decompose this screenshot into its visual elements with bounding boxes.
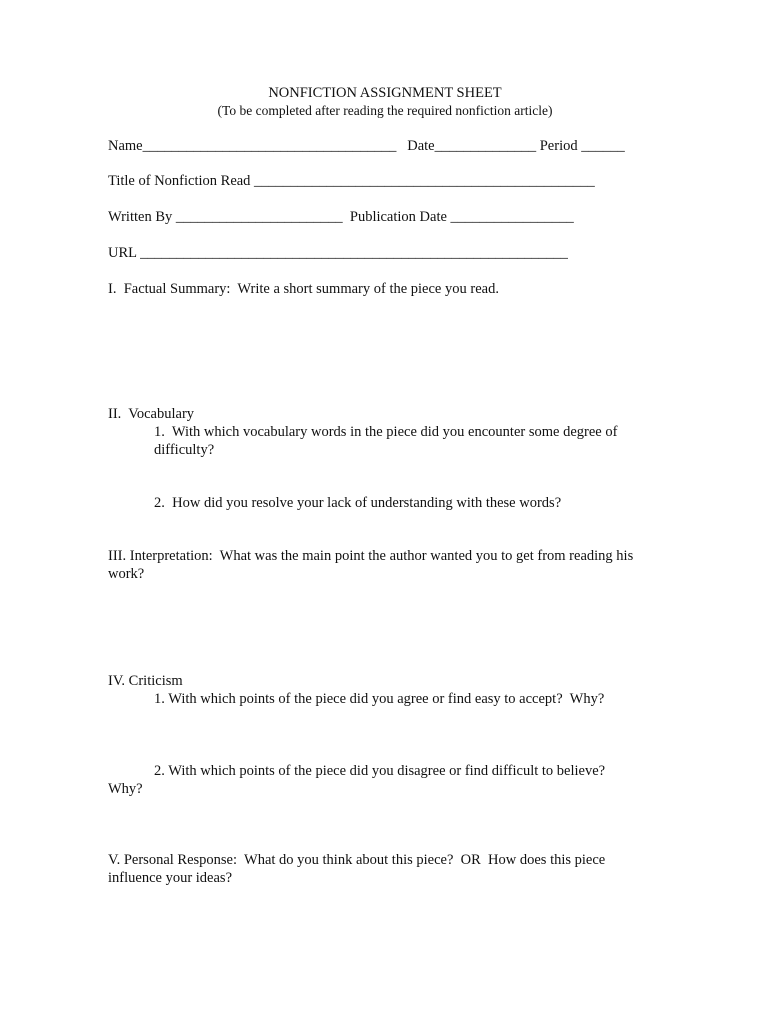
vocabulary-question-1-line-1: 1. With which vocabulary words in the piece did you encounter some degree of xyxy=(154,424,618,440)
page-subtitle: (To be completed after reading the required nonfiction article) xyxy=(217,103,553,118)
page-title: NONFICTION ASSIGNMENT SHEET xyxy=(268,85,502,101)
interpretation-question-line-2: work? xyxy=(108,566,145,582)
vocabulary-question-2: 2. How did you resolve your lack of understanding with these words? xyxy=(154,495,562,511)
criticism-heading: IV. Criticism xyxy=(108,673,183,689)
name-date-period-line: Name___________________________________ Date______________ Period ______ xyxy=(108,138,625,154)
factual-summary-question: I. Factual Summary: Write a short summary of the piece you read. xyxy=(108,281,499,297)
personal-response-question-line-1: V. Personal Response: What do you think about this piece? OR How does this piece xyxy=(108,852,606,868)
criticism-question-2-line-1: 2. With which points of the piece did you disagree or find difficult to believe? xyxy=(154,763,606,779)
written-by-publication-line: Written By _______________________ Publication Date _________________ xyxy=(108,209,574,225)
interpretation-question-line-1: III. Interpretation: What was the main point the author wanted you to get from reading his xyxy=(108,548,634,564)
url-line: URL ___________________________________________________________ xyxy=(108,245,568,261)
criticism-question-2-line-2: Why? xyxy=(108,781,143,797)
criticism-question-1: 1. With which points of the piece did you agree or find easy to accept? Why? xyxy=(154,691,605,707)
title-read-line: Title of Nonfiction Read _______________________________________________ xyxy=(108,173,595,189)
personal-response-question-line-2: influence your ideas? xyxy=(108,870,233,886)
vocabulary-heading: II. Vocabulary xyxy=(108,406,195,422)
vocabulary-question-1-line-2: difficulty? xyxy=(154,442,215,458)
